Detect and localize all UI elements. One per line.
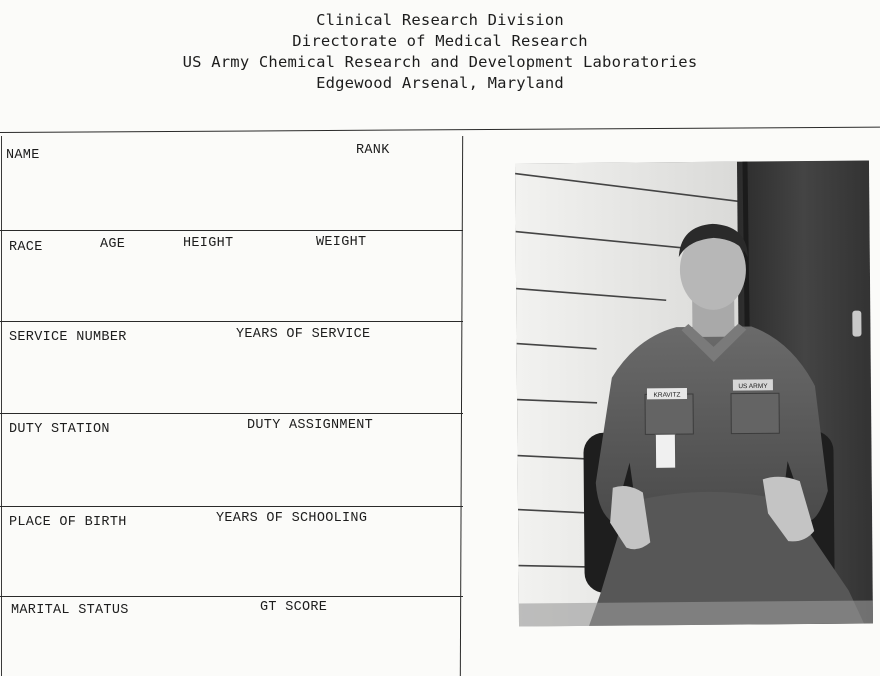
form-row-name xyxy=(0,136,463,231)
label-race: RACE xyxy=(9,240,43,255)
top-rule xyxy=(0,127,880,133)
label-name: NAME xyxy=(6,148,40,163)
label-place-of-birth: PLACE OF BIRTH xyxy=(9,515,127,530)
label-gt-score: GT SCORE xyxy=(260,600,328,615)
subject-form xyxy=(0,136,464,676)
form-row-physical xyxy=(0,230,463,322)
id-badge xyxy=(655,434,675,468)
label-duty-station: DUTY STATION xyxy=(9,422,110,437)
label-weight: WEIGHT xyxy=(316,235,367,250)
form-row-service xyxy=(0,321,463,414)
form-row-marital xyxy=(0,596,463,676)
header-location: Edgewood Arsenal, Maryland xyxy=(316,74,564,92)
header-directorate: Directorate of Medical Research xyxy=(292,32,588,50)
label-marital-status: MARITAL STATUS xyxy=(11,603,129,618)
header-division: Clinical Research Division xyxy=(316,11,564,29)
form-row-duty xyxy=(0,413,463,507)
label-height: HEIGHT xyxy=(183,236,234,251)
label-years-of-schooling: YEARS OF SCHOOLING xyxy=(216,511,368,526)
photo-illustration xyxy=(515,160,873,626)
label-service-number: SERVICE NUMBER xyxy=(9,330,127,345)
form-row-origin xyxy=(0,506,463,597)
door-handle xyxy=(852,311,861,337)
name-tape-text: KRAVITZ xyxy=(653,391,681,399)
header-laboratories: US Army Chemical Research and Development Laboratories xyxy=(182,53,698,71)
label-rank: RANK xyxy=(356,143,390,158)
label-years-of-service: YEARS OF SERVICE xyxy=(236,327,371,342)
subject-photograph xyxy=(515,160,873,626)
label-duty-assignment: DUTY ASSIGNMENT xyxy=(247,418,374,433)
document-header xyxy=(0,10,880,94)
branch-tape-text: US ARMY xyxy=(738,382,768,391)
label-age: AGE xyxy=(100,237,126,252)
